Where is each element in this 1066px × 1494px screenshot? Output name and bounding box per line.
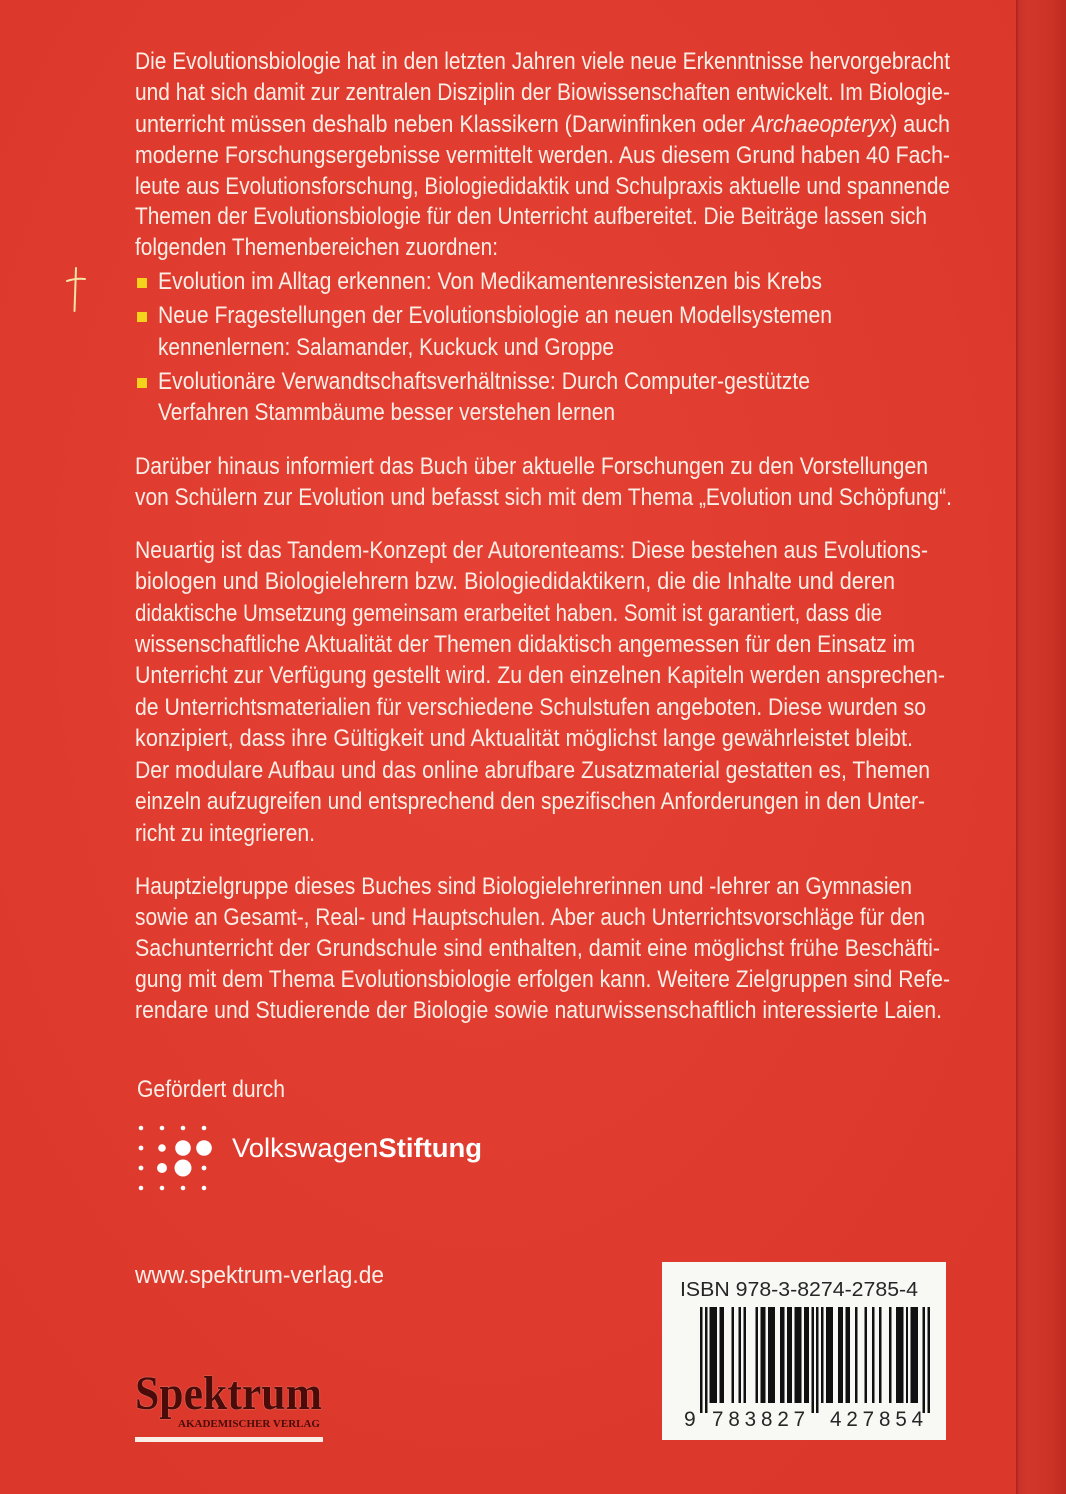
yellow-square-bullet-icon (137, 378, 147, 388)
barcode-bar (756, 1307, 758, 1403)
paragraph-line: Darüber hinaus informiert das Buch über aktuelle Forschungen zu den Vorstellungen (135, 453, 928, 480)
barcode-bar (744, 1307, 746, 1403)
barcode-bar (896, 1307, 903, 1403)
intro-line-text: ) auch (890, 111, 950, 138)
intro-line-text: unterricht müssen deshalb neben Klassikern (Darwinfinken oder (135, 111, 752, 138)
isbn-barcode (662, 1262, 946, 1440)
dot-grid-logo-icon (130, 1118, 220, 1198)
barcode-bar (928, 1307, 930, 1413)
paragraph-line: Unterricht zur Verfügung gestellt wird. Zu den einzelnen Kapiteln werden ansprechen- (135, 662, 945, 689)
intro-line: Themen der Evolutionsbiologie für den Unterricht aufbereitet. Die Beiträge lassen sich (135, 203, 927, 230)
bullet-item-line: Neue Fragestellungen der Evolutionsbiologie an neuen Modellsystemen (158, 302, 832, 329)
paragraph-line: Sachunterricht der Grundschule sind enthalten, damit eine möglichst frühe Beschäfti- (135, 935, 940, 962)
barcode-bar (719, 1307, 724, 1403)
barcode-digits-right: 427854 (830, 1408, 928, 1431)
barcode-digits-left: 783827 (712, 1408, 810, 1431)
paragraph-line: konzipiert, dass ihre Gültigkeit und Aktualität möglichst lange gewährleistet bleibt. (135, 725, 913, 752)
intro-line: und hat sich damit zur zentralen Disziplin der Biowissenschaften entwickelt. Im Biologie- (135, 79, 950, 106)
yellow-square-bullet-icon (137, 278, 147, 288)
intro-line (135, 110, 950, 140)
logo-text-regular: Volkswagen (232, 1133, 379, 1163)
barcode-bar (816, 1307, 818, 1413)
publisher-website: www.spektrum-verlag.de (135, 1262, 384, 1289)
barcode-bar (865, 1307, 867, 1403)
intro-line: folgenden Themenbereichen zuordnen: (135, 234, 498, 261)
bullet-item-line: Evolutionäre Verwandtschaftsverhältnisse: Durch Computer-gestützte (158, 368, 810, 395)
barcode-bar (838, 1307, 843, 1403)
barcode-bar (739, 1307, 741, 1403)
barcode-bar (826, 1307, 833, 1403)
bullet-item-line: kennenlernen: Salamander, Kuckuck und Groppe (158, 334, 614, 361)
book-spine-edge (1016, 0, 1066, 1494)
barcode-bar (794, 1307, 801, 1403)
paragraph-line: gung mit dem Thema Evolutionsbiologie erfolgen kann. Weitere Zielgruppen sind Refe- (135, 966, 950, 993)
bullet-item-line: Evolution im Alltag erkennen: Von Medikamentenresistenzen bis Krebs (158, 268, 822, 295)
intro-line: Die Evolutionsbiologie hat in den letzten Jahren viele neue Erkenntnisse hervorgebracht (135, 48, 950, 75)
bullet-item-line: Verfahren Stammbäume besser verstehen lernen (158, 399, 615, 426)
paragraph-line: Neuartig ist das Tandem-Konzept der Autorenteams: Diese bestehen aus Evolutions- (135, 537, 928, 564)
barcode-bar (705, 1307, 707, 1413)
barcode-bar (710, 1307, 717, 1403)
paragraph-line: de Unterrichtsmaterialien für verschiedene Schulstufen angeboten. Diese wurden so (135, 694, 926, 721)
volkswagenstiftung-logo-text (232, 1131, 482, 1165)
paragraph-line: sowie an Gesamt-, Real- und Hauptschulen. Aber auch Unterrichtsvorschläge für den (135, 904, 925, 931)
spektrum-logo-rule (135, 1437, 323, 1442)
barcode-bar (906, 1307, 908, 1403)
barcode-bar (780, 1307, 785, 1403)
barcode-bar (761, 1307, 766, 1403)
logo-text-bold: Stiftung (378, 1133, 482, 1163)
funding-label: Gefördert durch (137, 1076, 285, 1103)
spektrum-logo-subtitle: AKADEMISCHER VERLAG (178, 1418, 320, 1430)
barcode-bar (700, 1307, 702, 1413)
paragraph-line: Hauptzielgruppe dieses Buches sind Biologielehrerinnen und -lehrer an Gymnasien (135, 873, 912, 900)
barcode-bar (879, 1307, 881, 1403)
barcode-bar (872, 1307, 874, 1403)
yellow-square-bullet-icon (137, 312, 147, 322)
paragraph-line: biologen und Biologielehrern bzw. Biologiedidaktikern, die die Inhalte und deren (135, 568, 895, 595)
paragraph-line: von Schülern zur Evolution und befasst sich mit dem Thema „Evolution und Schöpfung“. (135, 484, 952, 511)
paragraph-line: rendare und Studierende der Biologie sowie naturwissenschaftlich interessierte Laien. (135, 997, 942, 1024)
paragraph-line: wissenschaftliche Aktualität der Themen didaktisch angemessen für den Einsatz im (135, 631, 915, 658)
barcode-bar (804, 1307, 809, 1403)
paragraph-line: einzeln aufzugreifen und entsprechend den spezifischen Anforderungen in den Unter- (135, 788, 925, 815)
barcode-bar (855, 1307, 857, 1403)
isbn-label: ISBN 978-3-8274-2785-4 (680, 1279, 918, 1301)
barcode-bar (923, 1307, 925, 1413)
barcode-bar (768, 1307, 775, 1403)
barcode-bar (911, 1307, 918, 1403)
barcode-bar (731, 1307, 733, 1403)
cross-mark-icon (64, 265, 88, 315)
spektrum-logo-wordmark: Spektrum (135, 1367, 322, 1420)
barcode-digit-lead: 9 (684, 1408, 696, 1431)
barcode-bar (821, 1307, 823, 1403)
barcode-bar (811, 1307, 813, 1413)
paragraph-line: Der modulare Aufbau und das online abrufbare Zusatzmaterial gestatten es, Themen (135, 757, 930, 784)
paragraph-line: didaktische Umsetzung gemeinsam erarbeitet haben. Somit ist garantiert, dass die (135, 600, 882, 627)
intro-line: moderne Forschungsergebnisse vermittelt werden. Aus diesem Grund haben 40 Fach- (135, 142, 950, 169)
paragraph-line: richt zu integrieren. (135, 820, 315, 847)
intro-line-italic-term: Archaeopteryx (751, 111, 891, 138)
barcode-bar (787, 1307, 792, 1403)
intro-line: leute aus Evolutionsforschung, Biologiedidaktik und Schulpraxis aktuelle und spannende (135, 173, 950, 200)
barcode-bar (845, 1307, 850, 1403)
barcode-bar (889, 1307, 891, 1403)
